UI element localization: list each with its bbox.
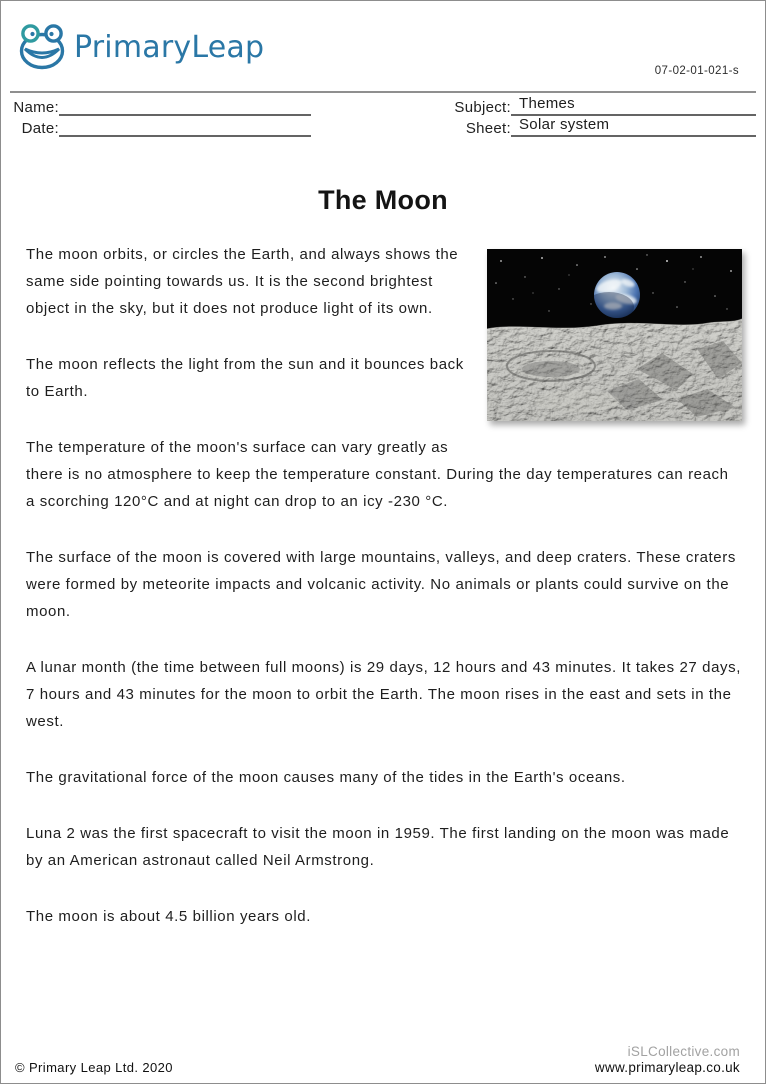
sheet-field-row [448,116,756,137]
islcollective-link[interactable]: iSLCollective.com [627,1044,740,1059]
logo-text: PrimaryLeap [74,29,265,65]
date-label: Date: [21,120,59,137]
subject-label: Subject: [454,99,511,116]
page-title: The Moon [318,185,448,216]
subject-value: Themes [511,94,756,116]
footer-links [595,1044,740,1076]
name-date-block [13,95,311,137]
paragraph-luna2: Luna 2 was the first spacecraft to visit the moon in 1959. The first landing on the moon was made by an American astronaut called Neil Armstrong. [26,825,730,869]
paragraph-surface: The surface of the moon is covered with large mountains, valleys, and deep craters. These craters were formed by meteorite impacts and volcanic activity. No animals or plants could survive on the moon. [26,549,736,620]
name-field-row [13,95,311,116]
subject-field-row [448,95,756,116]
copyright-text: © Primary Leap Ltd. 2020 [15,1060,173,1075]
paragraph-reflect: The moon reflects the light from the sun and it bounces back to Earth. [26,356,464,400]
paragraph-age: The moon is about 4.5 billion years old. [26,908,311,925]
paragraph-gravity: The gravitational force of the moon causes many of the tides in the Earth's oceans. [26,769,626,786]
worksheet-text [26,241,742,959]
name-label: Name: [13,99,59,116]
worksheet-code: 07-02-01-021-s [654,65,739,77]
paragraph-lunar-month: A lunar month (the time between full moons) is 29 days, 12 hours and 43 minutes. It takes 27 days, 7 hours and 43 minutes for the moon to orbit the Earth. The moon rises in the east and sets in the west. [26,659,741,730]
moon-earthrise-photo [487,249,742,421]
paragraph-temperature: The temperature of the moon's surface can vary greatly as there is no atmosphere to keep the temperature constant. During the day temperatures can reach a scorching 120°C and at night can drop to an icy -230 °C. [26,439,729,510]
paragraph-orbit: The moon orbits, or circles the Earth, and always shows the same side pointing towards us. It is the second brightest object in the sky, but it does not produce light of its own. [26,246,459,317]
sheet-value: Solar system [511,115,756,137]
date-field-row [13,116,311,137]
primaryleap-url-link[interactable]: www.primaryleap.co.uk [594,1060,740,1075]
frog-icon [18,24,66,70]
name-blank-line [59,113,311,116]
primaryleap-logo [18,24,264,70]
moon-surface [487,319,742,421]
subject-sheet-block [448,95,756,137]
sheet-label: Sheet: [465,120,511,137]
header-rule [10,91,756,93]
date-blank-line [59,134,311,137]
